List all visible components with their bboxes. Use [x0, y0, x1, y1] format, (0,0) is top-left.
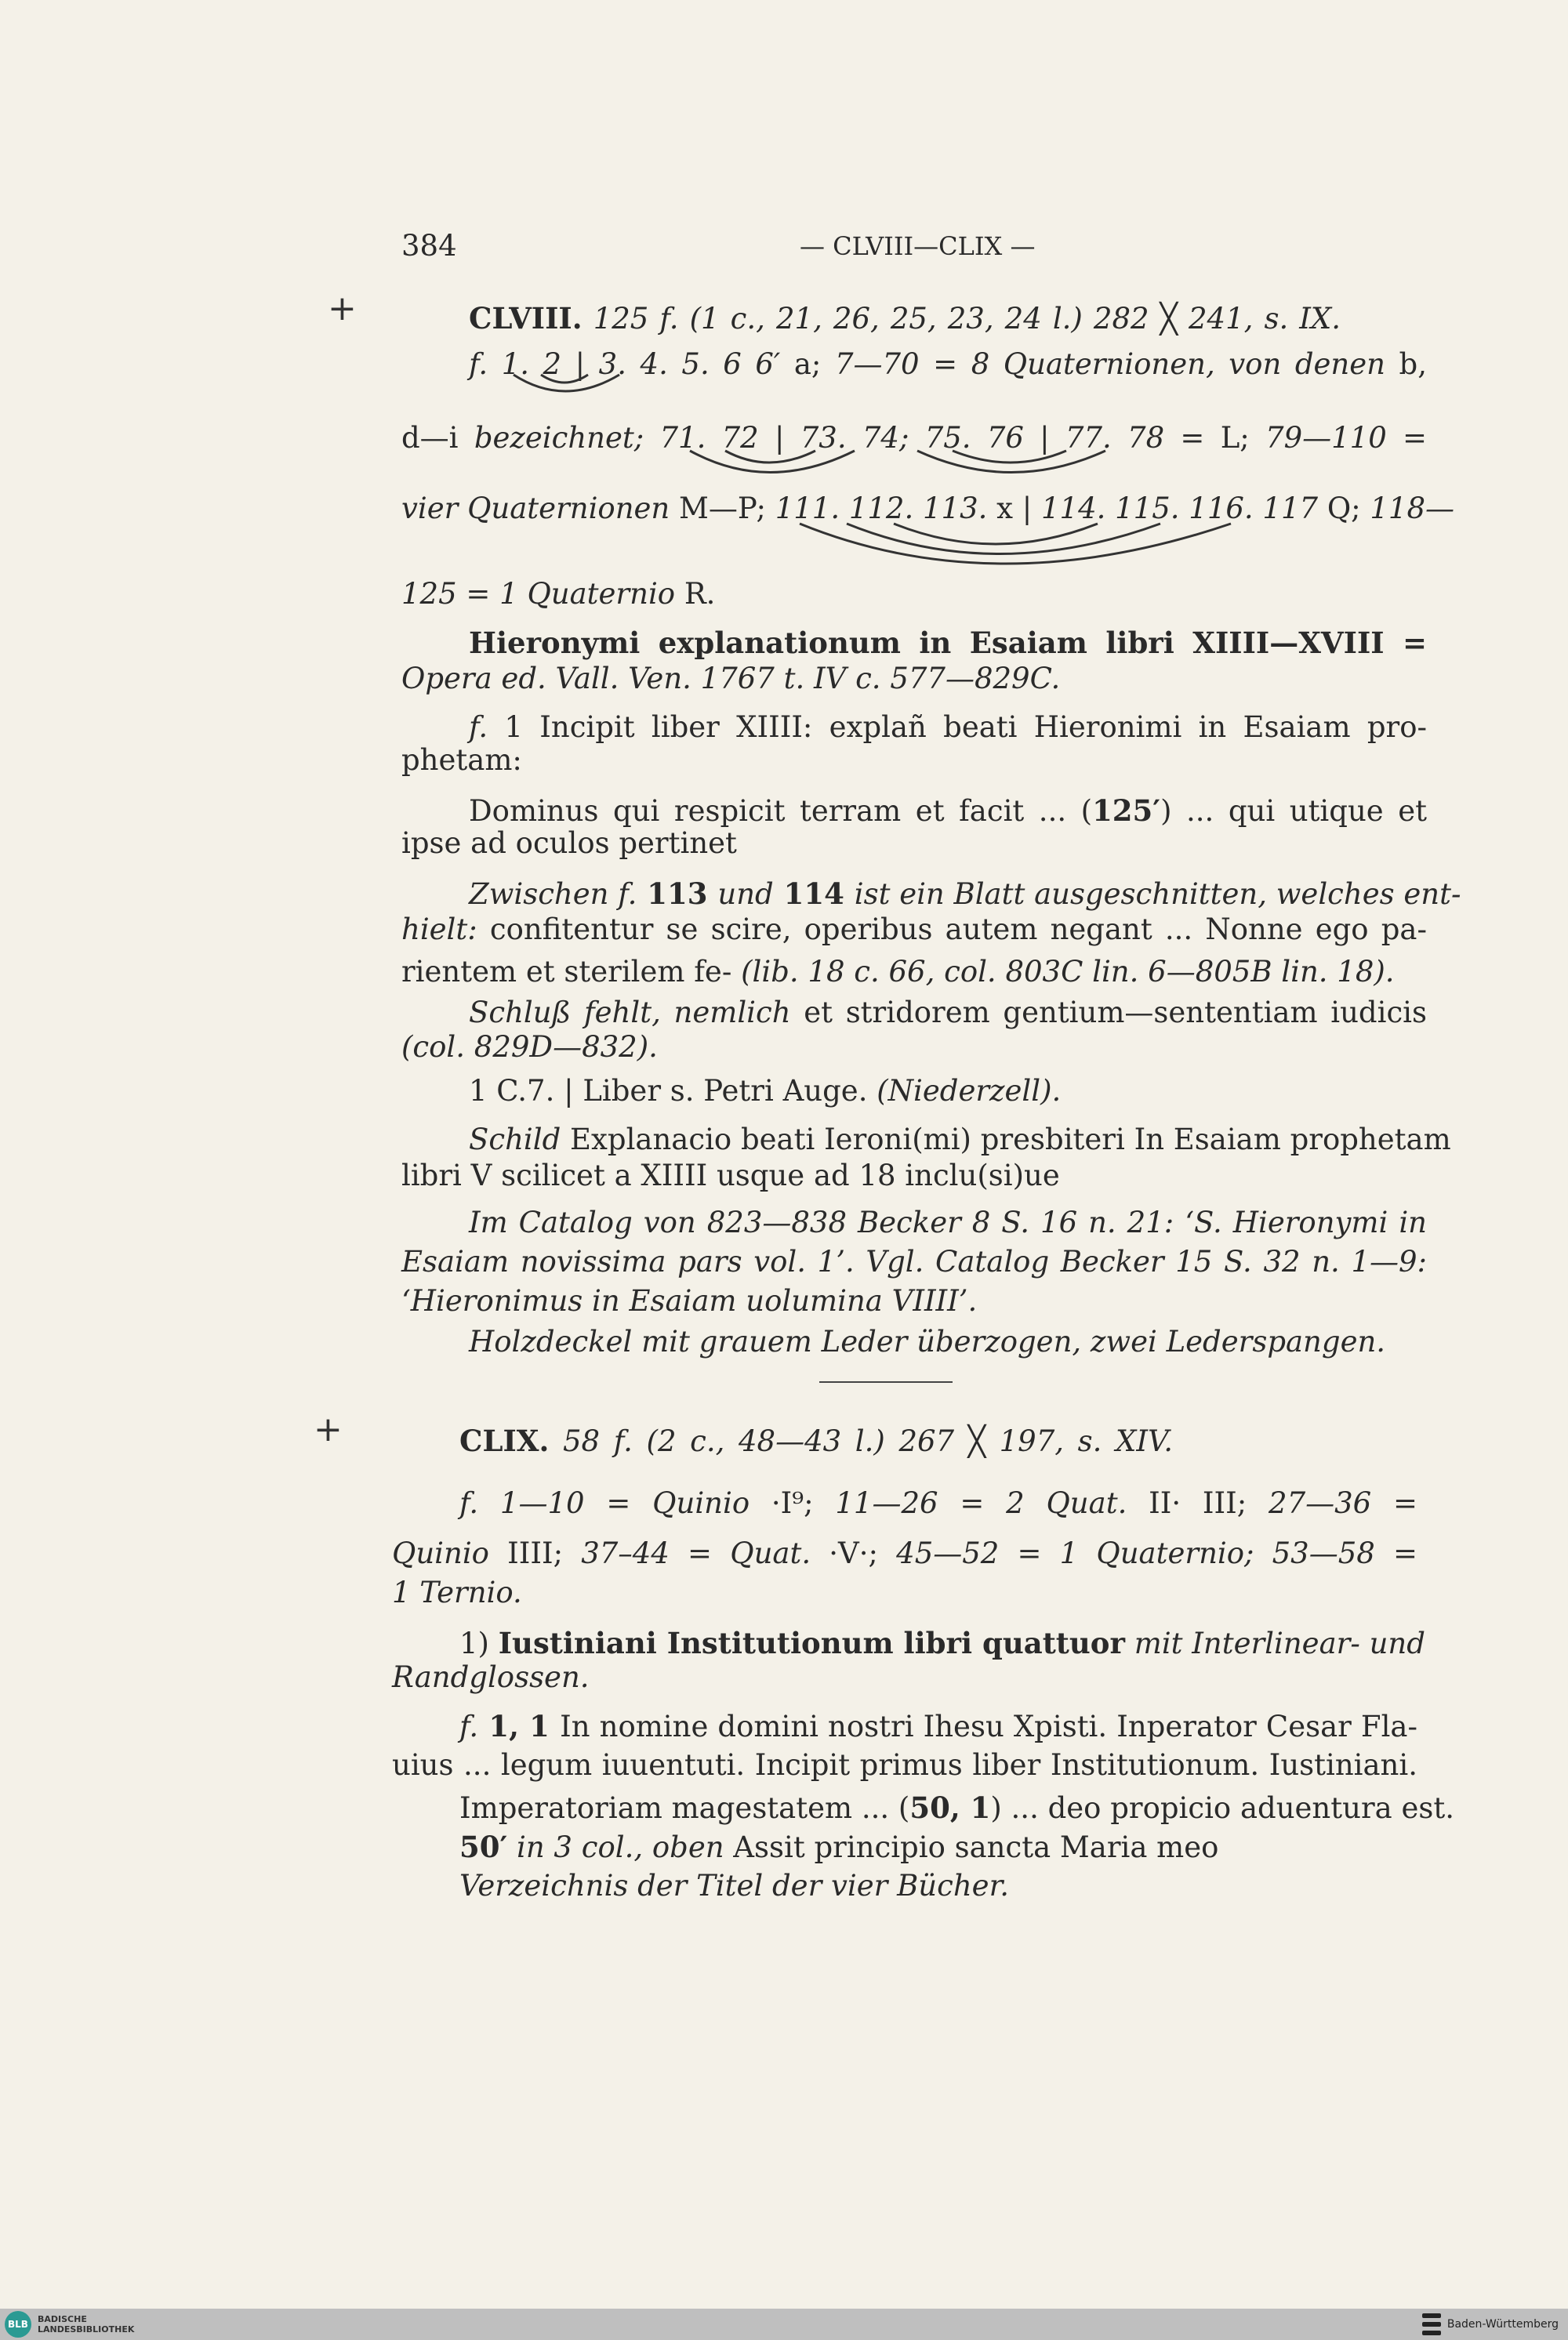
text-span: f. 1. 2 | 3. 4. 5. 6 6′: [469, 347, 781, 381]
blb-logo: BLB: [5, 2311, 31, 2338]
text-span: Assit principio sancta Maria meo: [724, 1830, 1219, 1864]
text-line: [392, 1576, 522, 1610]
text-span: 1): [459, 1627, 499, 1660]
text-span: 79—110 =: [1265, 421, 1428, 455]
text-line: [469, 347, 1427, 382]
footer-bar: [0, 2309, 1568, 2340]
text-span: (lib. 18 c. 66, col. 803C lin. 6—805B lin. 18).: [741, 955, 1395, 989]
text-span: Dominus qui respicit terram et facit ... (: [469, 794, 1093, 828]
text-span: Schluß fehlt, nemlich: [469, 996, 791, 1029]
text-span: Q;: [1318, 492, 1370, 525]
margin-cross-mark: +: [328, 288, 357, 328]
text-span: mit Interlinear- und: [1124, 1627, 1425, 1660]
text-line: [469, 876, 1461, 912]
text-span: vier Quaternionen: [401, 492, 670, 525]
text-line: [459, 1790, 1454, 1826]
text-line: [401, 1159, 1060, 1193]
running-title: — CLVIII—CLIX —: [800, 231, 1036, 261]
text-line: [401, 421, 1427, 455]
text-span: Zwischen f.: [469, 877, 637, 911]
text-span: 125 f. (1 c., 21, 26, 25, 23, 24 l.) 282 ╳ 241, s. IX.: [593, 302, 1341, 336]
text-line: [401, 577, 715, 611]
text-line: [469, 710, 1427, 745]
text-line: [401, 492, 1455, 526]
text-span: ipse ad oculos pertinet: [401, 826, 737, 860]
text-span: ) ... qui utique et: [1160, 794, 1427, 828]
text-line: [392, 1536, 1417, 1571]
text-span: 114. 115. 116. 117: [1041, 492, 1319, 525]
text-span: Esaiam novissima pars vol. 1’. Vgl. Catalog Becker 15 S. 32 n. 1—9:: [401, 1245, 1427, 1279]
text-span: f.: [469, 710, 488, 744]
state-name: Baden-Württemberg: [1446, 2318, 1559, 2331]
state-branding: [1422, 2313, 1559, 2335]
text-span: (Niederzell).: [877, 1074, 1062, 1108]
text-span: Iustiniani Institutionum libri quattuor: [498, 1626, 1125, 1660]
text-line: [401, 1245, 1427, 1279]
text-span: libri V scilicet a XIIII usque ad 18 inclu(si)ue: [401, 1159, 1060, 1192]
text-span: 11—26 = 2 Quat.: [835, 1486, 1127, 1520]
text-span: f. 1—10 = Quinio: [459, 1486, 750, 1520]
text-span: Hieronymi explanationum in Esaiam libri XIIII—XVIII =: [469, 626, 1427, 660]
text-span: 50′: [459, 1830, 508, 1864]
text-span: [549, 1424, 563, 1458]
text-span: CLVIII.: [469, 301, 583, 336]
text-line: [469, 1325, 1385, 1359]
section-separator: [819, 1381, 953, 1383]
text-line: [469, 626, 1427, 661]
text-span: 58 f. (2 c., 48—43 l.) 267 ╳ 197, s. XIV.: [563, 1424, 1173, 1458]
text-span: 1, 1: [478, 1709, 561, 1743]
text-span: Schild: [469, 1123, 561, 1156]
text-span: d—i: [401, 421, 474, 455]
text-span: 1 Incipit liber XIIII: explañ beati Hieronimi in Esaiam pro-: [488, 710, 1427, 744]
text-line: [469, 1123, 1451, 1157]
text-span: 118—: [1370, 492, 1455, 525]
library-name: [38, 2314, 134, 2335]
text-span: CLIX.: [459, 1424, 550, 1458]
text-span: Quinio: [392, 1536, 489, 1570]
text-span: 125 = 1 Quaternio: [401, 577, 676, 611]
text-span: ‘Hieronimus in Esaiam uolumina VIIII’.: [401, 1284, 978, 1318]
text-span: L;: [1204, 421, 1266, 455]
text-line: [459, 1424, 1173, 1459]
text-span: 111. 112. 113.: [775, 492, 988, 525]
text-span: confitentur se scire, operibus autem negant ... Nonne ego pa-: [477, 912, 1427, 946]
library-name-line: BADISCHE: [38, 2314, 87, 2324]
text-line: [459, 1626, 1425, 1661]
text-line: [401, 1030, 658, 1065]
text-span: Im Catalog von 823—838 Becker 8 S. 16 n. 21: ‘S. Hieronymi in: [469, 1206, 1427, 1239]
library-branding: [5, 2311, 134, 2338]
text-span: [583, 302, 593, 336]
text-span: rientem et sterilem fe-: [401, 955, 742, 989]
text-span: a;: [780, 347, 835, 381]
margin-cross-mark: +: [314, 1409, 343, 1449]
text-span: Imperatoriam magestatem ... (: [459, 1791, 910, 1825]
text-span: 1 Ternio.: [392, 1576, 522, 1609]
text-span: 7—70 = 8 Quaternionen, von denen: [834, 347, 1385, 381]
text-span: und: [717, 877, 774, 911]
text-span: 1 C.7. | Liber s. Petri Auge.: [469, 1074, 877, 1108]
text-line: [401, 743, 522, 778]
text-span: et stridorem gentium—sententiam iudicis: [790, 996, 1427, 1029]
text-line: [459, 1869, 1009, 1903]
library-name-line: LANDESBIBLIOTHEK: [38, 2324, 135, 2335]
text-line: [401, 826, 737, 861]
text-span: 50, 1: [909, 1790, 991, 1825]
text-line: [401, 1284, 977, 1319]
text-line: [469, 1074, 1061, 1108]
text-line: [459, 1486, 1417, 1521]
text-line: [469, 793, 1427, 829]
text-span: bezeichnet; 71. 72 | 73. 74; 75. 76 | 77. 78 =: [474, 421, 1205, 455]
text-span: uius ... legum iuuentuti. Incipit primus liber Institutionum. Iustiniani.: [392, 1748, 1417, 1782]
text-line: [459, 1709, 1417, 1744]
text-line: [392, 1748, 1417, 1783]
text-span: x |: [987, 492, 1041, 525]
text-span: 27—36 =: [1269, 1486, 1417, 1520]
text-span: Holzdeckel mit grauem Leder überzogen, zwei Lederspangen.: [469, 1325, 1386, 1359]
text-line: [469, 301, 1341, 336]
text-span: IIII;: [488, 1536, 582, 1570]
text-span: Explanacio beati Ieroni(mi) presbiteri In Esaiam prophetam: [561, 1123, 1451, 1156]
text-line: [401, 955, 1395, 989]
text-span: R.: [675, 577, 716, 611]
text-span: 114: [773, 876, 855, 911]
state-emblem-icon: [1422, 2313, 1441, 2335]
text-span: ·I⁹;: [750, 1486, 836, 1520]
text-line: [469, 1206, 1427, 1240]
text-line: [401, 912, 1427, 947]
text-span: ist ein Blatt ausgeschnitten, welches ent-: [854, 877, 1461, 911]
text-span: (col. 829D—832).: [401, 1030, 658, 1064]
text-span: phetam:: [401, 743, 522, 777]
text-line: [459, 1830, 1218, 1865]
text-span: 45—52 = 1 Quaternio; 53—58 =: [896, 1536, 1417, 1570]
text-span: ·V·;: [811, 1536, 897, 1570]
text-span: f.: [459, 1710, 479, 1743]
page-number: 384: [401, 229, 457, 263]
text-line: [392, 1660, 590, 1695]
text-line: [401, 662, 1060, 696]
text-span: M—P;: [670, 492, 775, 525]
text-span: Verzeichnis der Titel der vier Bücher.: [459, 1869, 1009, 1903]
text-line: [469, 996, 1427, 1030]
text-span: II· III;: [1127, 1486, 1269, 1520]
text-span: in 3 col., oben: [507, 1830, 724, 1864]
text-span: 125′: [1092, 793, 1161, 828]
text-span: 113: [637, 876, 718, 911]
text-span: Randglossen.: [392, 1660, 590, 1694]
text-span: hielt:: [401, 912, 477, 946]
text-span: b,: [1385, 347, 1427, 381]
text-span: Opera ed. Vall. Ven. 1767 t. IV c. 577—829C.: [401, 662, 1061, 695]
text-span: ) ... deo propicio aduentura est.: [990, 1791, 1454, 1825]
text-span: 37–44 = Quat.: [581, 1536, 811, 1570]
text-span: In nomine domini nostri Ihesu Xpisti. Inperator Cesar Fla-: [560, 1710, 1417, 1743]
